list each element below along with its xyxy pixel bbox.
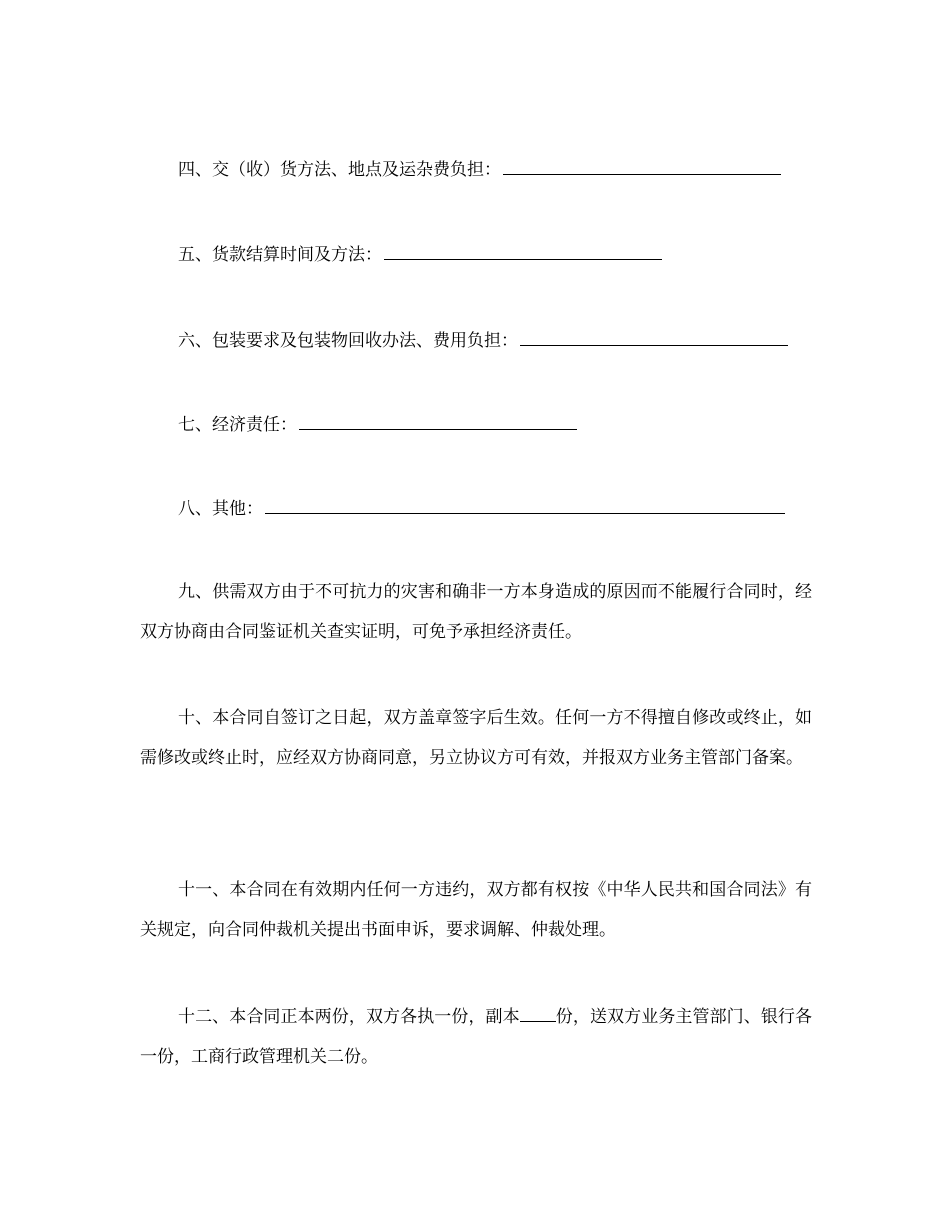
- clause-6-blank[interactable]: [520, 329, 788, 346]
- clause-10-paragraph: 十、本合同自签订之日起，双方盖章签字后生效。任何一方不得擅自修改或终止，如需修改或终止时，应经双方协商同意，另立协议方可有效，并报双方业务主管部门备案。: [140, 708, 812, 768]
- clause-12-text-start: 十二、本合同正本两份，双方各执一份，副本: [178, 1007, 520, 1027]
- clause-7-blank[interactable]: [299, 413, 577, 430]
- clause-5-label: 五、货款结算时间及方法：: [178, 245, 382, 265]
- clause-9-paragraph: 九、供需双方由于不可抗力的灾害和确非一方本身造成的原因而不能履行合同时，经双方协商由合同鉴证机关查实证明，可免予承担经济责任。: [140, 582, 812, 642]
- copies-count-blank[interactable]: [520, 1005, 556, 1022]
- clause-8-blank[interactable]: [265, 497, 785, 514]
- clause-12-paragraph: [140, 997, 812, 1077]
- clause-12-text-end: 份，送双方业务主管部门、银行各一份，工商行政管理机关二份。: [140, 1007, 813, 1067]
- clause-4-label: 四、交（收）货方法、地点及运杂费负担：: [178, 160, 501, 180]
- clause-7: [178, 413, 577, 435]
- clause-11-paragraph: 十一、本合同在有效期内任何一方违约，双方都有权按《中华人民共和国合同法》有关规定，向合同仲裁机关提出书面申诉，要求调解、仲裁处理。: [140, 880, 812, 940]
- clause-5: [178, 243, 662, 265]
- clause-4: [178, 158, 781, 180]
- clause-8-label: 八、其他：: [178, 499, 263, 519]
- clause-5-blank[interactable]: [384, 243, 662, 260]
- clause-8: [178, 497, 785, 519]
- clause-7-label: 七、经济责任：: [178, 415, 297, 435]
- clause-6-label: 六、包装要求及包装物回收办法、费用负担：: [178, 331, 518, 351]
- clause-6: [178, 329, 788, 351]
- clause-4-blank[interactable]: [503, 158, 781, 175]
